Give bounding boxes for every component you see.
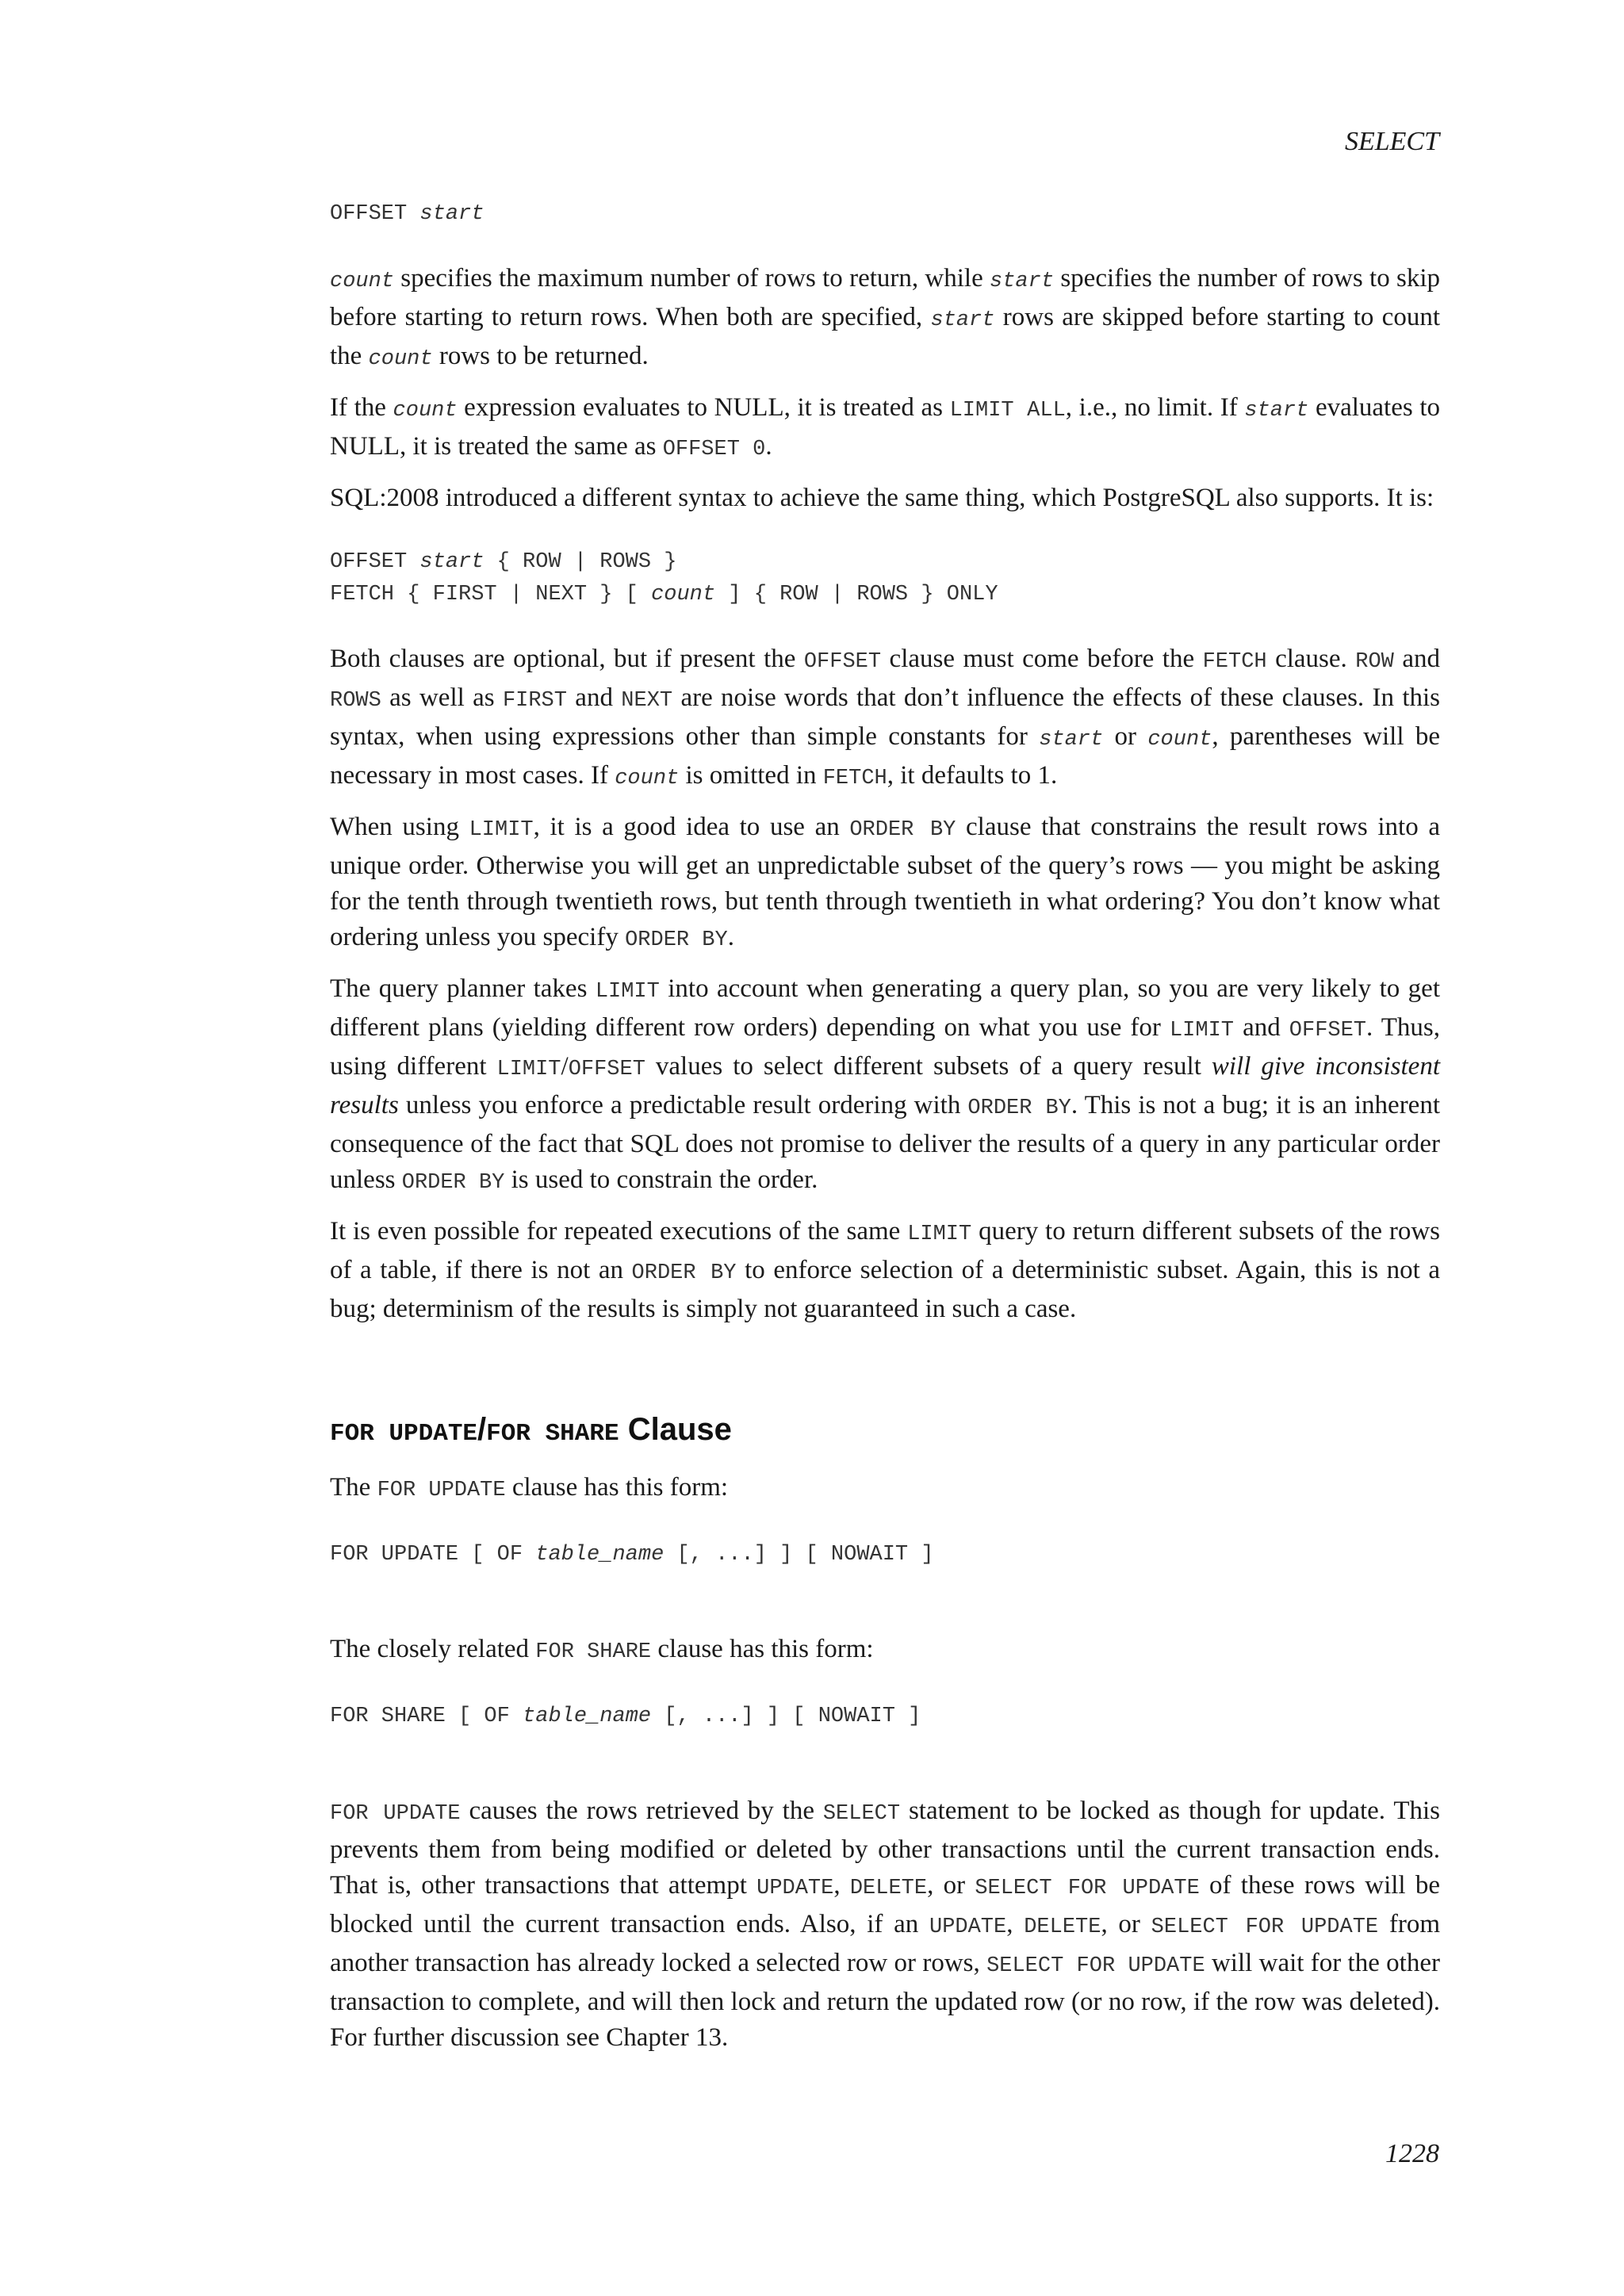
- section-heading: FOR UPDATE/FOR SHARE Clause: [330, 1412, 732, 1448]
- inline-code: FOR UPDATE: [330, 1802, 461, 1826]
- inline-code: FETCH: [822, 767, 887, 790]
- inline-code: SELECT: [822, 1802, 901, 1826]
- code-for-update: FOR UPDATE [ OF table_name [, ...] ] [ NOWAIT ]: [330, 1543, 934, 1567]
- inline-code: LIMIT: [496, 1058, 561, 1081]
- inline-code: FOR SHARE: [535, 1640, 652, 1664]
- code-placeholder: count: [651, 583, 716, 607]
- inline-code: SELECT FOR UPDATE: [986, 1954, 1205, 1978]
- inline-code: FETCH: [1202, 650, 1267, 674]
- inline-param: count: [330, 270, 395, 293]
- heading-keyword: FOR UPDATE: [330, 1420, 478, 1448]
- code-fetch-syntax: OFFSET start { ROW | ROWS } FETCH { FIRST | NEXT } [ count ] { ROW | ROWS } ONLY: [330, 550, 998, 607]
- inline-code: ROWS: [330, 689, 381, 713]
- inline-code: OFFSET: [568, 1058, 645, 1081]
- inline-code: LIMIT ALL: [949, 399, 1066, 423]
- inline-code: ORDER BY: [967, 1096, 1071, 1120]
- inline-param: count: [1147, 728, 1212, 752]
- paragraph-for-update-behavior: FOR UPDATE causes the rows retrieved by the SELECT statement to be locked as though for update. This prevents them from being modified or deleted by other transactions until the current transaction ends. That is, other transactions that attempt UPDATE, DELETE, or SELECT FOR UPDATE of these rows will be blocked until the current transaction ends. Also, if an UPDATE, DELETE, or SELECT FOR UPDATE from another transaction has already locked a selected row or rows, SELECT FOR UPDATE will wait for the other transaction to complete, and will then lock and return the updated row (or no row, if the row was deleted). For further discussion see Chapter 13.: [330, 1797, 1440, 2052]
- code-placeholder: table_name: [535, 1543, 665, 1567]
- inline-param: start: [990, 270, 1055, 293]
- inline-code: ROW: [1355, 650, 1394, 674]
- code-placeholder: table_name: [523, 1705, 652, 1728]
- inline-code: OFFSET 0: [662, 438, 766, 461]
- paragraph-optional-clauses: Both clauses are optional, but if present the OFFSET clause must come before the FETCH clause. ROW and ROWS as well as FIRST and NEXT are noise words that don’t influence the effects of these clauses. In this syntax, when using expressions other than simple constants for start or count, parentheses will be necessary in most cases. If count is omitted in FETCH, it defaults to 1.: [330, 645, 1441, 790]
- page-content: [330, 198, 1440, 2068]
- paragraph-count-start: count specifies the maximum number of rows to return, while start specifies the number of rows to skip before starting to return rows. When both are specified, start rows are skipped before starting to count the count rows to be returned.: [330, 264, 1441, 371]
- inline-code: ORDER BY: [401, 1171, 505, 1195]
- inline-param: count: [615, 767, 680, 790]
- inline-code: UPDATE: [929, 1915, 1007, 1939]
- paragraph-repeated-executions: It is even possible for repeated executions of the same LIMIT query to return different subsets of the rows of a table, if there is not an ORDER BY to enforce selection of a deterministic subset. Again, this is not a bug; determinism of the results is simply not guaranteed in such a case.: [330, 1217, 1441, 1323]
- paragraph-query-planner: The query planner takes LIMIT into account when generating a query plan, so you are very likely to get different plans (yielding different row orders) depending on what you use for LIMIT and OFFSET. Thus, using different LIMIT/OFFSET values to select different subsets of a query result will give inconsistent results unless you enforce a predictable result ordering with ORDER BY. This is not a bug; it is an inherent consequence of the fact that SQL does not promise to deliver the results of a query in any particular order unless ORDER BY is used to constrain the order.: [330, 974, 1440, 1195]
- inline-param: start: [930, 308, 995, 332]
- page-number: 1228: [1385, 2139, 1439, 2168]
- inline-code: DELETE: [849, 1877, 928, 1900]
- code-placeholder: start: [419, 550, 485, 574]
- paragraph-limit-order-by: When using LIMIT, it is a good idea to use an ORDER BY clause that constrains the result rows into a unique order. Otherwise you will get an unpredictable subset of the query’s rows — you might be asking for the tenth through twentieth rows, but tenth through twentieth in what ordering? You don’t know what ordering unless you specify ORDER BY.: [330, 813, 1440, 952]
- inline-code: ORDER BY: [625, 928, 728, 952]
- inline-param: count: [393, 399, 458, 423]
- inline-code: LIMIT: [595, 980, 660, 1004]
- inline-code: SELECT FOR UPDATE: [1151, 1915, 1379, 1939]
- inline-param: start: [1244, 399, 1309, 423]
- inline-code: OFFSET: [803, 650, 882, 674]
- inline-code: OFFSET: [1289, 1019, 1367, 1043]
- inline-code: FOR UPDATE: [377, 1479, 506, 1502]
- inline-code: NEXT: [621, 689, 673, 713]
- inline-param: count: [368, 347, 433, 371]
- inline-code: LIMIT: [469, 818, 534, 842]
- code-for-share: FOR SHARE [ OF table_name [, ...] ] [ NOWAIT ]: [330, 1705, 921, 1728]
- heading-keyword: FOR SHARE: [486, 1420, 619, 1448]
- inline-code: SELECT FOR UPDATE: [975, 1877, 1200, 1900]
- inline-code: ORDER BY: [631, 1261, 737, 1285]
- inline-code: ORDER BY: [849, 818, 956, 842]
- inline-code: UPDATE: [756, 1877, 834, 1900]
- inline-code: LIMIT: [1169, 1019, 1234, 1043]
- code-placeholder: start: [419, 202, 485, 226]
- paragraph-for-share-form: The closely related FOR SHARE clause has this form:: [330, 1635, 874, 1664]
- paragraph-for-update-form: The FOR UPDATE clause has this form:: [330, 1473, 729, 1502]
- inline-code: DELETE: [1024, 1915, 1101, 1939]
- inline-code: FIRST: [502, 689, 567, 713]
- running-head: SELECT: [1344, 127, 1439, 156]
- code-keyword: OFFSET: [330, 202, 408, 226]
- paragraph-null-handling: If the count expression evaluates to NULL, it is treated as LIMIT ALL, i.e., no limit. If start evaluates to NULL, it is treated the same as OFFSET 0.: [330, 393, 1441, 461]
- inline-code: LIMIT: [907, 1223, 972, 1246]
- emphasis: will give inconsistent results: [330, 1052, 1440, 1119]
- code-offset-start: [330, 198, 1440, 231]
- paragraph-sql2008: SQL:2008 introduced a different syntax to achieve the same thing, which PostgreSQL also supports. It is:: [330, 484, 1434, 512]
- inline-param: start: [1039, 728, 1104, 752]
